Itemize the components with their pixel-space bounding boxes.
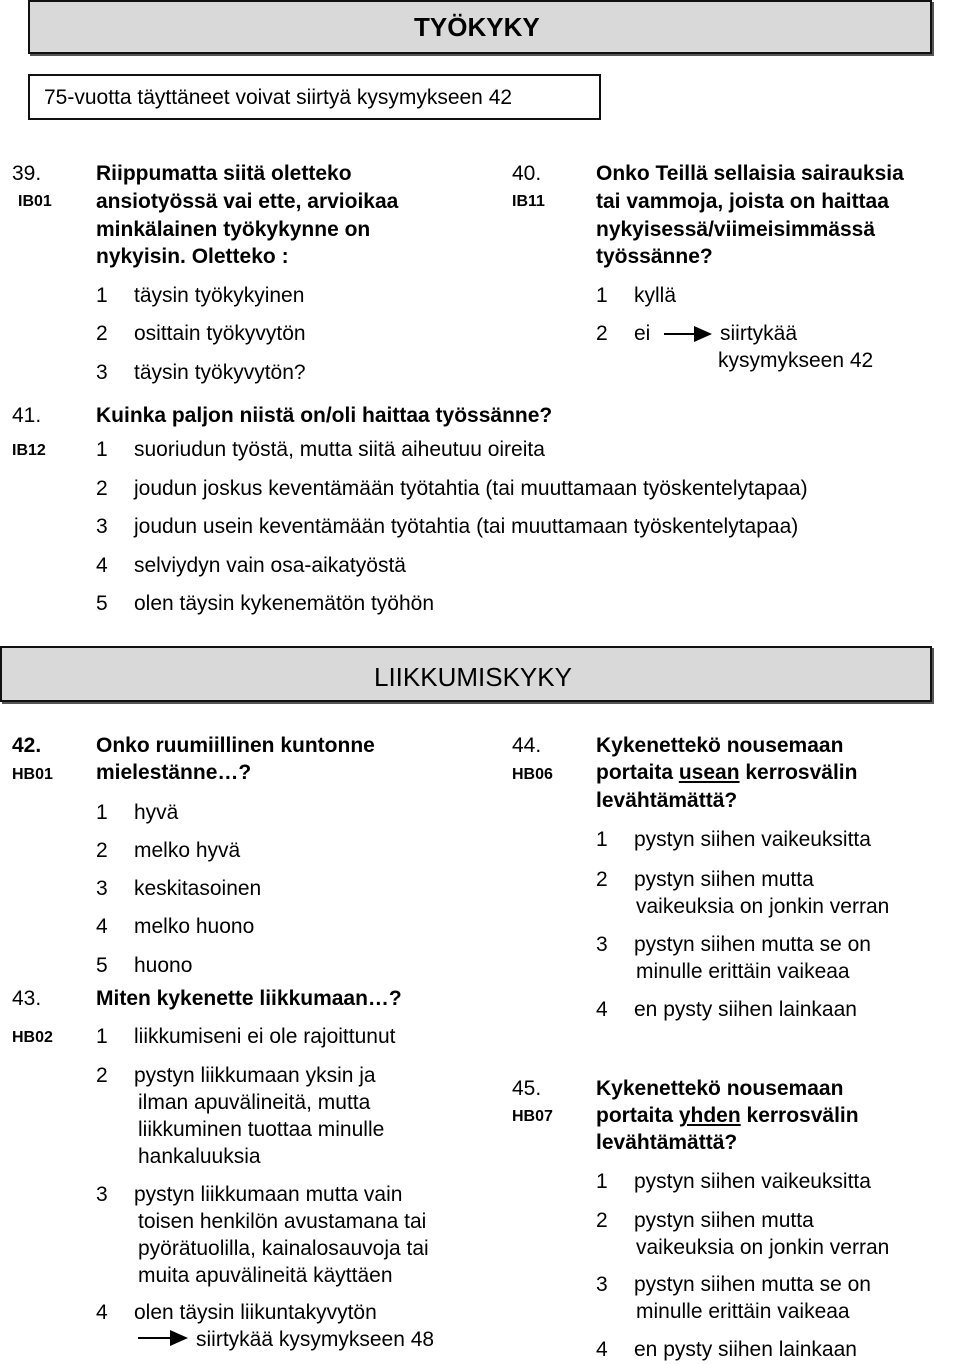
- question-line: [596, 759, 857, 786]
- question-line-part: kerrosvälin: [740, 1104, 859, 1127]
- option-number: 1: [96, 1025, 108, 1048]
- option-label: melko hyvä: [134, 839, 241, 862]
- option-number: 3: [596, 1273, 608, 1296]
- question-number: 43.: [12, 987, 42, 1010]
- emphasis-underlined: usean: [678, 761, 740, 784]
- option-label: suoriudun työstä, mutta siitä aiheutuu oireita: [134, 438, 545, 461]
- question-number: 42.: [12, 734, 42, 757]
- question-line-part: portaita: [596, 761, 679, 784]
- option-number: 4: [96, 915, 108, 938]
- option-number: 2: [96, 477, 108, 500]
- option-label-continued: vaikeuksia on jonkin verran: [636, 1236, 890, 1259]
- option-label: pystyn siihen mutta se on: [634, 933, 871, 956]
- option-label-continued: muita apuvälineitä käyttäen: [138, 1264, 393, 1287]
- question-number: 45.: [512, 1077, 542, 1100]
- option-number: 1: [596, 1170, 608, 1193]
- option-number: 2: [96, 322, 108, 345]
- question-line-part: portaita: [596, 1104, 679, 1127]
- option-number: 3: [96, 361, 108, 384]
- option-label: pystyn siihen mutta: [634, 1209, 814, 1232]
- option-label-continued: minulle erittäin vaikeaa: [636, 960, 850, 983]
- option-label: hyvä: [134, 801, 179, 824]
- option-number: 1: [596, 828, 608, 851]
- notice-text: 75-vuotta täyttäneet voivat siirtyä kysymykseen 42: [44, 86, 513, 109]
- option-number: 5: [96, 954, 108, 977]
- option-label: en pysty siihen lainkaan: [634, 1338, 857, 1361]
- option-label-continued: toisen henkilön avustamana tai: [138, 1210, 427, 1233]
- question-code: HB02: [12, 1029, 53, 1046]
- option-label: huono: [134, 954, 193, 977]
- question-code: HB07: [512, 1108, 553, 1125]
- question-line: Kykenettekö nousemaan: [596, 734, 844, 757]
- question-text: Kuinka paljon niistä on/oli haittaa työssänne?: [96, 404, 553, 427]
- question-line: [596, 1102, 859, 1129]
- option-number: 4: [596, 998, 608, 1021]
- option-label: keskitasoinen: [134, 877, 262, 900]
- question-line: Riippumatta siitä oletteko: [96, 162, 352, 185]
- question-line: minkälainen työkykynne on: [96, 218, 371, 241]
- option-number: 1: [96, 284, 108, 307]
- option-number: 5: [96, 592, 108, 615]
- option-label: pystyn siihen mutta se on: [634, 1273, 871, 1296]
- question-code: IB11: [512, 193, 545, 210]
- option-label-continued: vaikeuksia on jonkin verran: [636, 895, 890, 918]
- option-number: 2: [96, 839, 108, 862]
- option-label: ei: [634, 322, 651, 345]
- option-number: 4: [596, 1338, 608, 1361]
- option-number: 2: [596, 868, 608, 891]
- option-label: pystyn liikkumaan mutta vain: [134, 1183, 403, 1206]
- question-line: mielestänne…?: [96, 761, 252, 784]
- option-number: 2: [96, 1064, 108, 1087]
- section-title: TYÖKYKY: [414, 12, 540, 42]
- option-number: 3: [596, 933, 608, 956]
- section-header-mobility: [0, 646, 932, 702]
- question-line: levähtämättä?: [596, 1131, 738, 1154]
- notice-box: [28, 74, 601, 120]
- option-number: 1: [96, 438, 108, 461]
- option-number: 2: [596, 1209, 608, 1232]
- option-label: pystyn siihen mutta: [634, 868, 814, 891]
- option-label-continued: pyörätuolilla, kainalosauvoja tai: [138, 1237, 429, 1260]
- question-line: työssänne?: [596, 245, 713, 268]
- option-label: en pysty siihen lainkaan: [634, 998, 857, 1021]
- skip-instruction: siirtykää kysymykseen 48: [196, 1328, 435, 1351]
- question-code: HB06: [512, 766, 553, 783]
- question-line: Onko ruumiillinen kuntonne: [96, 734, 375, 757]
- question-line: Onko Teillä sellaisia sairauksia: [596, 162, 904, 185]
- option-label-continued: hankaluuksia: [138, 1145, 261, 1168]
- section-header-work-ability: [28, 0, 932, 54]
- question-number: 41.: [12, 404, 42, 427]
- option-label: joudun joskus keventämään työtahtia (tai muuttamaan työskentelytapaa): [134, 477, 808, 500]
- option-number: 3: [96, 1183, 108, 1206]
- option-label-continued: liikkuminen tuottaa minulle: [138, 1118, 385, 1141]
- option-label: selviydyn vain osa-aikatyöstä: [134, 554, 406, 577]
- question-code: IB12: [12, 442, 46, 459]
- option-label: liikkumiseni ei ole rajoittunut: [134, 1025, 396, 1048]
- question-line: tai vammoja, joista on haittaa: [596, 190, 889, 213]
- option-label: täysin työkyvytön?: [134, 361, 306, 384]
- option-label-continued: minulle erittäin vaikeaa: [636, 1300, 850, 1323]
- question-code: HB01: [12, 766, 53, 783]
- option-number: 1: [596, 284, 608, 307]
- option-label: melko huono: [134, 915, 255, 938]
- question-number: 40.: [512, 162, 542, 185]
- option-label-continued: ilman apuvälineitä, mutta: [138, 1091, 371, 1114]
- option-number: 4: [96, 554, 108, 577]
- question-number: 44.: [512, 734, 542, 757]
- option-label: pystyn liikkumaan yksin ja: [134, 1064, 376, 1087]
- question-number: 39.: [12, 162, 42, 185]
- question-line-part: kerrosvälin: [739, 761, 858, 784]
- question-text: Miten kykenette liikkumaan…?: [96, 987, 402, 1010]
- option-number: 1: [96, 801, 108, 824]
- option-label: osittain työkyvytön: [134, 322, 306, 345]
- skip-arrow-icon: [664, 324, 714, 344]
- option-label: pystyn siihen vaikeuksitta: [634, 828, 871, 851]
- option-label: kyllä: [634, 284, 677, 307]
- question-line: nykyisessä/viimeisimmässä: [596, 218, 876, 241]
- option-label: täysin työkykyinen: [134, 284, 305, 307]
- question-line: levähtämättä?: [596, 789, 738, 812]
- option-number: 2: [596, 322, 608, 345]
- option-label: olen täysin liikuntakyvytön: [134, 1301, 377, 1324]
- question-code: IB01: [18, 193, 52, 210]
- option-label: joudun usein keventämään työtahtia (tai muuttamaan työskentelytapaa): [134, 515, 799, 538]
- section-title: LIIKKUMISKYKY: [374, 662, 572, 692]
- option-number: 3: [96, 877, 108, 900]
- option-number: 4: [96, 1301, 108, 1324]
- emphasis-underlined: yhden: [678, 1104, 741, 1127]
- skip-instruction: kysymykseen 42: [718, 349, 874, 372]
- option-number: 3: [96, 515, 108, 538]
- option-label: olen täysin kykenemätön työhön: [134, 592, 435, 615]
- question-line: nykyisin. Oletteko :: [96, 245, 289, 268]
- question-line: ansiotyössä vai ette, arvioikaa: [96, 190, 399, 213]
- skip-instruction: siirtykää: [720, 322, 798, 345]
- question-line: Kykenettekö nousemaan: [596, 1077, 844, 1100]
- skip-arrow-icon: [138, 1328, 190, 1348]
- option-label: pystyn siihen vaikeuksitta: [634, 1170, 871, 1193]
